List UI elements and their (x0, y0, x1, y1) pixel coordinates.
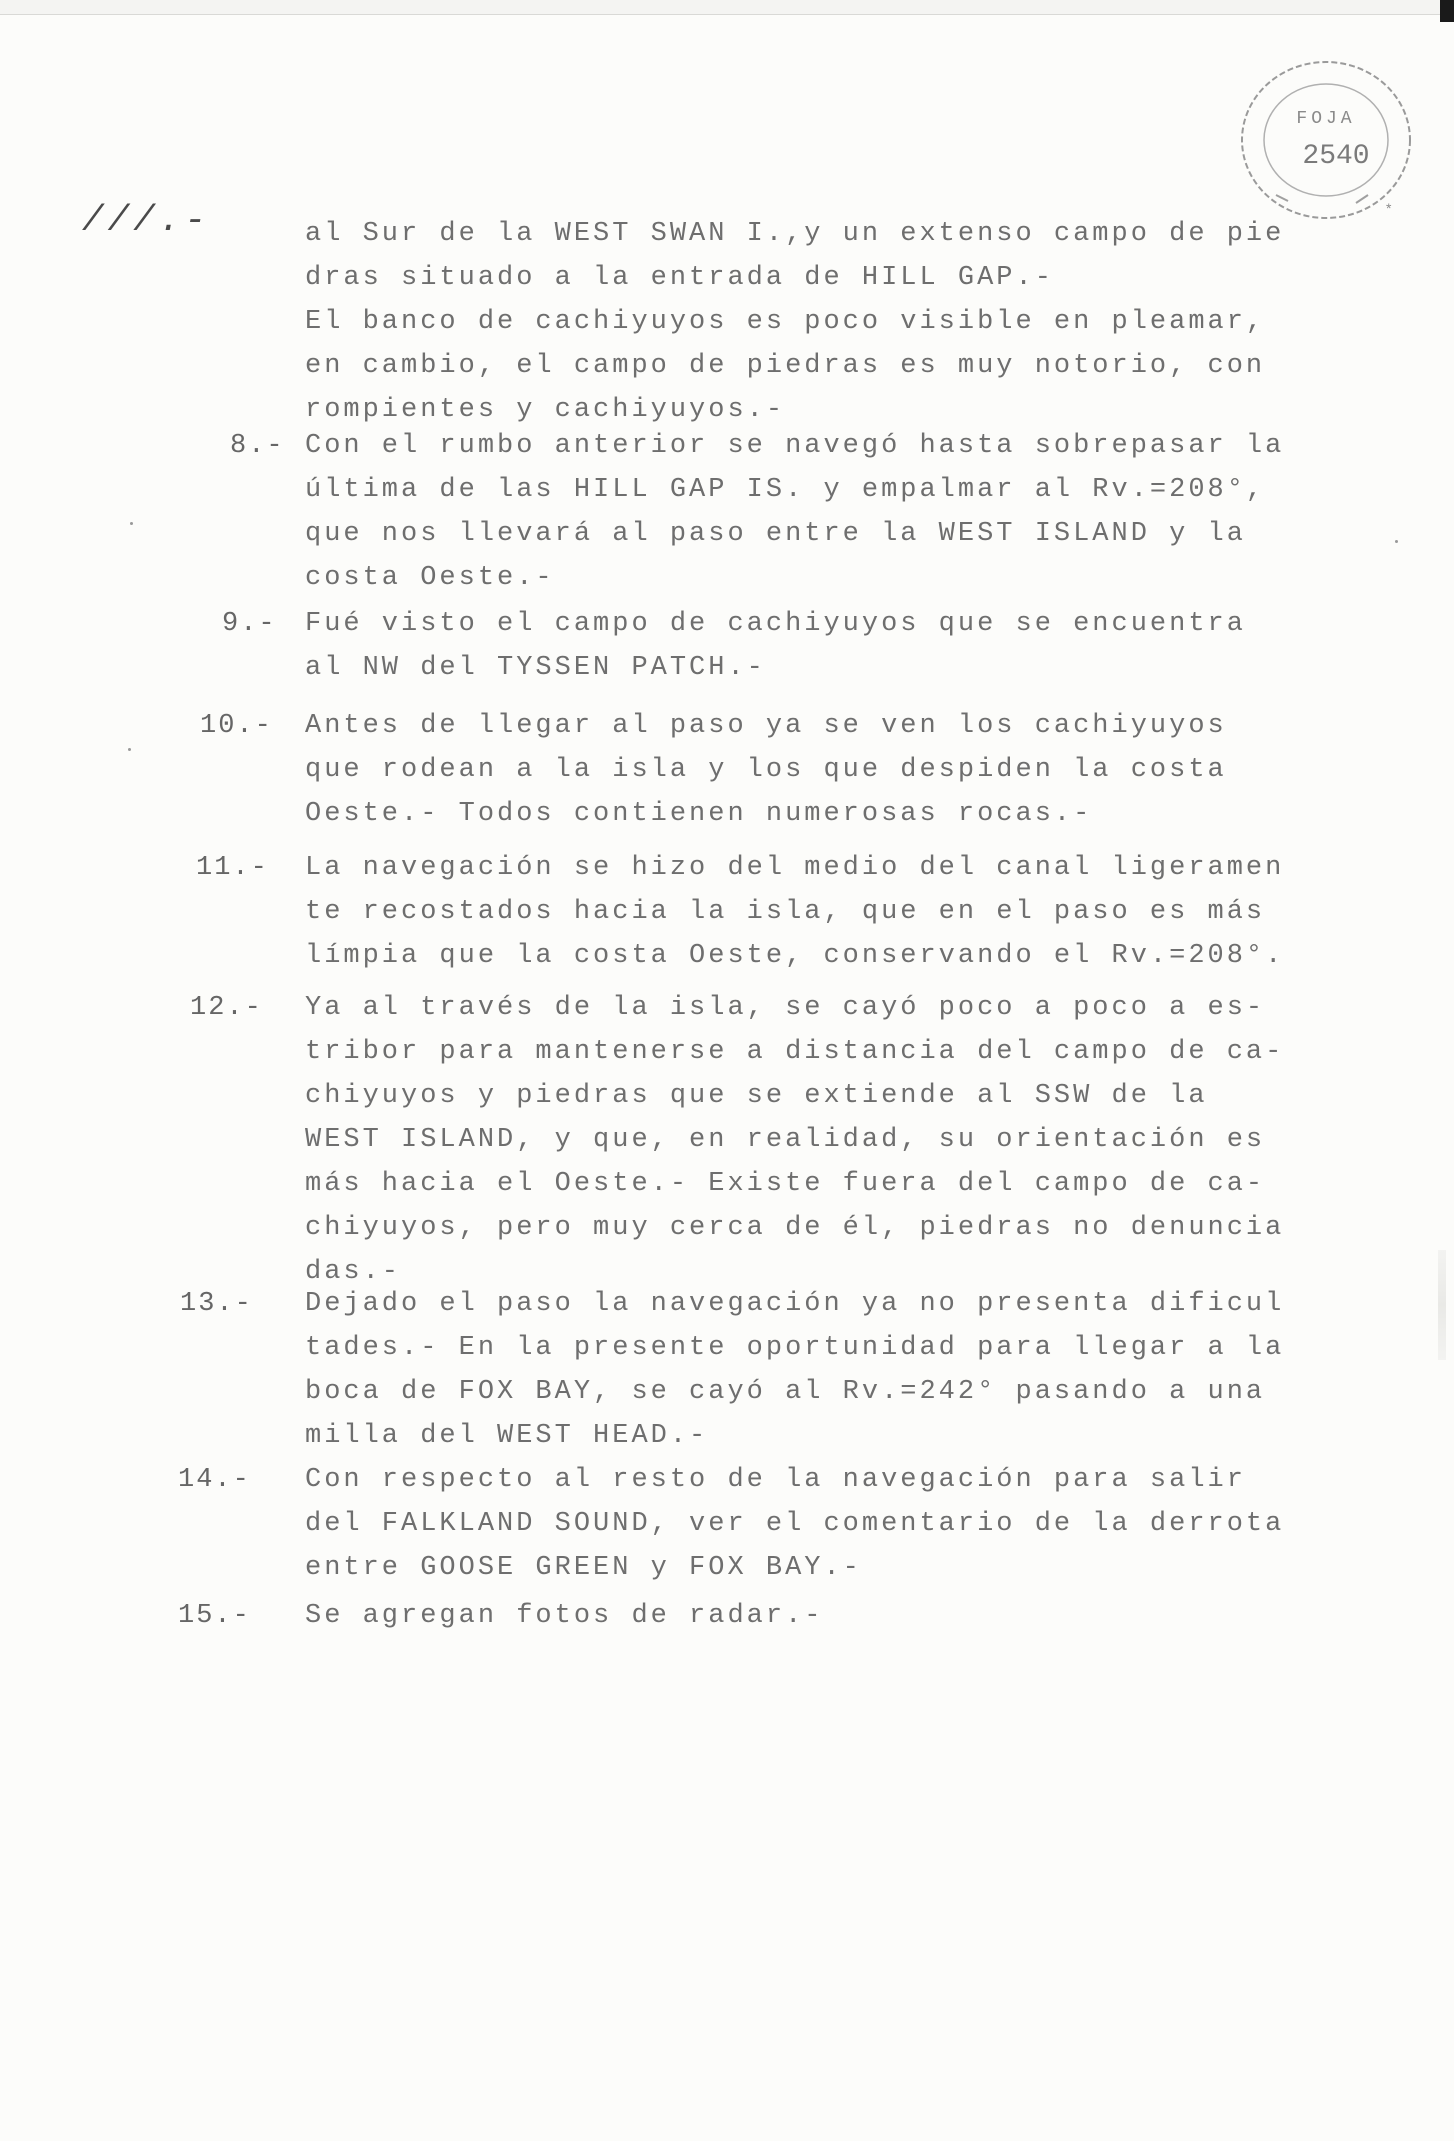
paper-speck (130, 522, 133, 525)
continuation-mark: ///.- (82, 200, 211, 241)
text-line: que rodean a la isla y los que despiden la costa (305, 755, 1227, 785)
text-line: chiyuyos y piedras que se extiende al SSW de la (305, 1081, 1208, 1111)
text-line: rompientes y cachiyuyos.- (305, 395, 786, 425)
text-line: costa Oeste.- (305, 563, 555, 593)
paragraph (305, 986, 1365, 1294)
scan-edge-smudge (1438, 1250, 1446, 1360)
text-line: Se agregan fotos de radar.- (305, 1601, 824, 1631)
text-line: entre GOOSE GREEN y FOX BAY.- (305, 1553, 862, 1583)
text-line: tades.- En la presente oportunidad para llegar a la (305, 1333, 1285, 1363)
text-line: más hacia el Oeste.- Existe fuera del campo de ca- (305, 1169, 1266, 1199)
paragraph (305, 846, 1365, 978)
page-top-edge (0, 0, 1454, 15)
text-line: al NW del TYSSEN PATCH.- (305, 653, 766, 683)
text-line: límpia que la costa Oeste, conservando el Rv.=208°. (305, 941, 1285, 971)
text-line: boca de FOX BAY, se cayó al Rv.=242° pasando a una (305, 1377, 1266, 1407)
paragraph (305, 1458, 1365, 1590)
text-line: Con el rumbo anterior se navegó hasta sobrepasar la (305, 431, 1285, 461)
text-line: Con respecto al resto de la navegación para salir (305, 1465, 1246, 1495)
text-line: das.- (305, 1257, 402, 1287)
text-line: Dejado el paso la navegación ya no presenta dificul (305, 1289, 1285, 1319)
paragraph-number: 14.- (178, 1465, 251, 1495)
paper-speck (1395, 540, 1398, 543)
text-line: en cambio, el campo de piedras es muy notorio, con (305, 351, 1266, 381)
paragraph (305, 704, 1365, 836)
text-line: Antes de llegar al paso ya se ven los cachiyuyos (305, 711, 1227, 741)
paragraph-number: 12.- (190, 993, 263, 1023)
text-line: dras situado a la entrada de HILL GAP.- (305, 263, 1054, 293)
text-line: WEST ISLAND, y que, en realidad, su orientación es (305, 1125, 1266, 1155)
paragraph-number: 11.- (196, 853, 269, 883)
text-line: que nos llevará al paso entre la WEST ISLAND y la (305, 519, 1246, 549)
paragraph-number: 13.- (180, 1289, 253, 1319)
stamp-foja-label: FOJA (1296, 109, 1356, 129)
paragraph-number: 15.- (178, 1601, 251, 1631)
text-line: La navegación se hizo del medio del canal ligeramen (305, 853, 1285, 883)
paragraph-number: 9.- (222, 609, 277, 639)
corner-mark (1440, 0, 1454, 22)
text-line: El banco de cachiyuyos es poco visible en pleamar, (305, 307, 1266, 337)
stamp-folio-number: 2540 (1302, 141, 1370, 172)
text-line: tribor para mantenerse a distancia del campo de ca- (305, 1037, 1285, 1067)
text-line: última de las HILL GAP IS. y empalmar al Rv.=208°, (305, 475, 1266, 505)
paragraph-number: 8.- (230, 431, 285, 461)
foja-stamp (1236, 55, 1416, 225)
text-line: Ya al través de la isla, se cayó poco a poco a es- (305, 993, 1266, 1023)
text-line: Fué visto el campo de cachiyuyos que se encuentra (305, 609, 1246, 639)
paper-speck (128, 748, 131, 751)
svg-text:*: * (1386, 200, 1392, 216)
paragraph (305, 1282, 1365, 1458)
text-line: te recostados hacia la isla, que en el paso es más (305, 897, 1266, 927)
paragraph (305, 424, 1365, 600)
text-line: Oeste.- Todos contienen numerosas rocas.- (305, 799, 1093, 829)
text-line: milla del WEST HEAD.- (305, 1421, 709, 1451)
paragraph (305, 1594, 1365, 1638)
paragraph-number: 10.- (200, 711, 273, 741)
text-line: al Sur de la WEST SWAN I.,y un extenso campo de pie (305, 219, 1285, 249)
stamp-seal-icon (1236, 55, 1416, 225)
text-line: chiyuyos, pero muy cerca de él, piedras no denuncia (305, 1213, 1285, 1243)
paragraph (305, 602, 1365, 690)
text-line: del FALKLAND SOUND, ver el comentario de la derrota (305, 1509, 1285, 1539)
paragraph (305, 212, 1365, 432)
